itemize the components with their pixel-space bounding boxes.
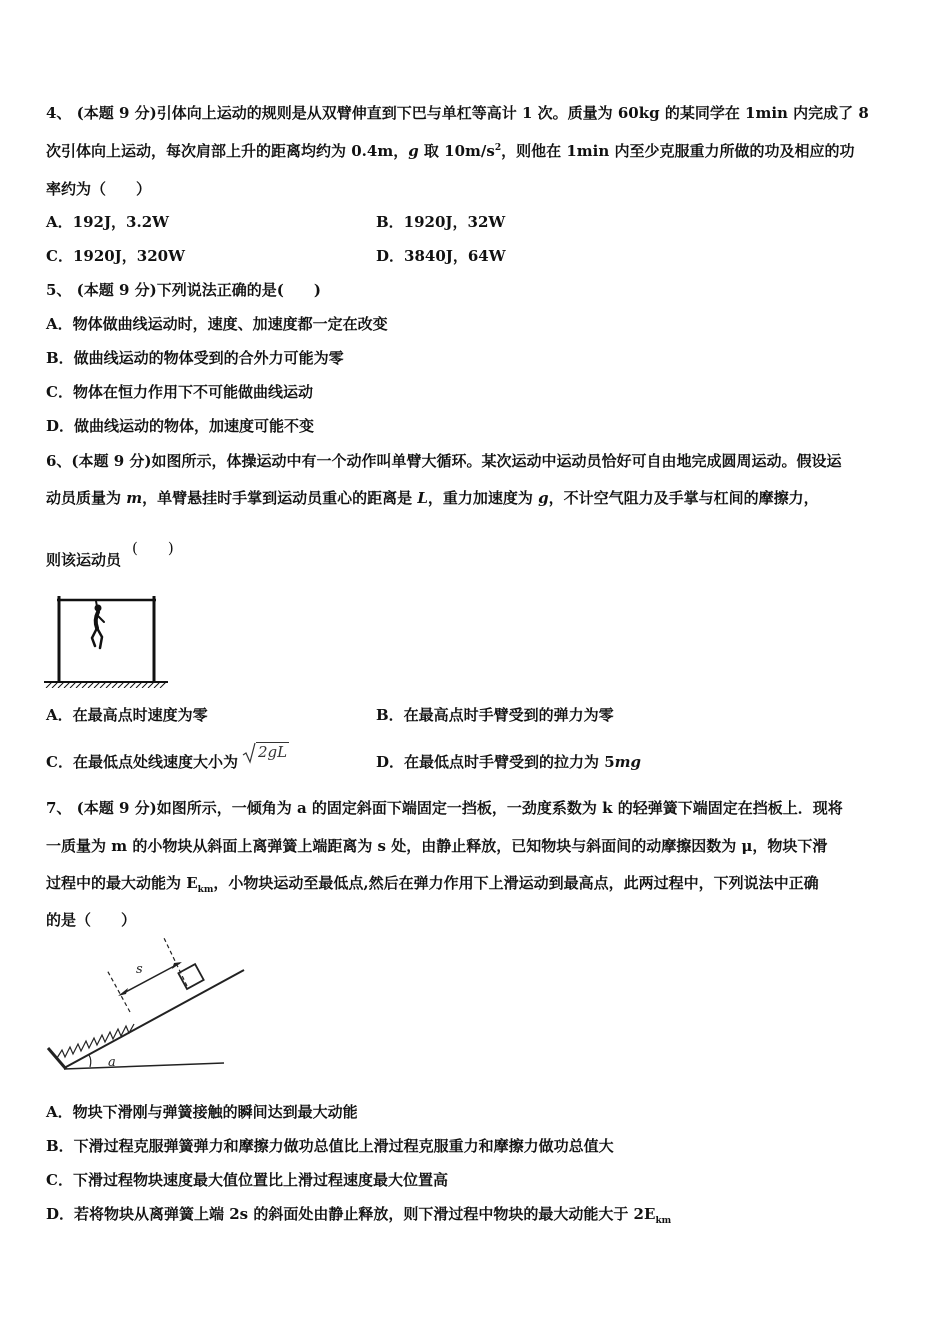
q7-option-d xyxy=(46,1203,671,1226)
q5-option-d: D．做曲线运动的物体，加速度可能不变 xyxy=(46,417,315,435)
stopper-plate xyxy=(48,1048,66,1069)
q7-option-c: C．下滑过程物块速度最大值位置比上滑过程速度最大位置高 xyxy=(46,1171,448,1189)
q4-stem-line2-b: 取 10m/s xyxy=(418,142,495,160)
q6-stem-line2-a: 动员质量为 xyxy=(46,489,127,507)
q6-var-L: L xyxy=(417,489,428,507)
q7-stem-line3 xyxy=(46,872,819,895)
q7-stem-line4: 的是（ ） xyxy=(46,911,137,929)
incline-surface xyxy=(66,970,244,1067)
gymnast-icon xyxy=(92,601,104,648)
q4-stem-line2-c: ，则他在 1min 内至少克服重力所做的功及相应的功 xyxy=(501,142,855,160)
incline-spring-figure xyxy=(44,936,248,1076)
q7-stem-line1: 7、 (本题 9 分)如图所示，一倾角为 a 的固定斜面下端固定一挡板，一劲度系数为 k 的轻弹簧下端固定在挡板上．现将 xyxy=(46,799,843,817)
q6-var-mg: mg xyxy=(614,753,642,771)
q6-stem-line2-b: ，单臂悬挂时手掌到运动员重心的距离是 xyxy=(142,489,418,507)
dashed-guide-top xyxy=(164,938,187,986)
q6-var-m: m xyxy=(126,489,143,507)
q7-stem-line3-a: 过程中的最大动能为 E xyxy=(46,874,198,892)
q6-option-a: A．在最高点时速度为零 xyxy=(46,706,208,724)
q4-stem-line3: 率约为（ ） xyxy=(46,180,152,198)
q5-option-c: C．物体在恒力作用下不可能做曲线运动 xyxy=(46,383,313,401)
horizontal-bar-figure xyxy=(44,592,168,688)
q6-option-d-text: D．在最低点时手臂受到的拉力为 5 xyxy=(376,753,615,771)
q4-option-c: C．1920J，320W xyxy=(46,247,185,265)
q4-option-a: A．192J，3.2W xyxy=(46,213,169,231)
arrowhead-right xyxy=(172,962,182,969)
q5-stem: 5、 (本题 9 分)下列说法正确的是( ) xyxy=(46,281,321,299)
q7-option-d-text: D．若将物块从离弹簧上端 2s 的斜面处由静止释放，则下滑过程中物块的最大动能大于 2E xyxy=(46,1205,656,1223)
q6-stem-line3: 则该运动员 xyxy=(46,551,122,569)
q6-option-c xyxy=(46,743,289,774)
q4-stem-line1: 4、 (本题 9 分)引体向上运动的规则是从双臂伸直到下巴与单杠等高计 1 次。质量为 60kg 的某同学在 1min 内完成了 8 xyxy=(46,104,869,122)
sqrt-formula xyxy=(242,742,289,764)
q6-stem-line1: 6、(本题 9 分)如图所示，体操运动中有一个动作叫单臂大循环。某次运动中运动员恰好可自由地完成圆周运动。假设运 xyxy=(46,452,842,470)
distance-arrow xyxy=(120,963,180,995)
label-s: s xyxy=(136,962,143,977)
q6-var-g: g xyxy=(538,489,549,507)
sqrt-sign-icon xyxy=(242,742,256,764)
base-line xyxy=(64,1063,224,1069)
q7-stem-line3-b: ，小物块运动至最低点,然后在弹力作用下上滑运动到最高点，此两过程中，下列说法中正确 xyxy=(213,874,819,892)
q7-option-d-subscript: km xyxy=(655,1216,672,1226)
q4-option-d: D．3840J，64W xyxy=(376,247,506,265)
q4-unit-exponent: 2 xyxy=(494,143,502,153)
spring xyxy=(57,1024,134,1058)
q4-option-b: B．1920J，32W xyxy=(376,213,506,231)
angle-arc xyxy=(89,1055,91,1067)
q4-stem-line2 xyxy=(46,140,854,161)
sqrt-radicand: 2gL xyxy=(257,743,288,761)
q6-stem-line2-c: ，重力加速度为 xyxy=(427,489,539,507)
q6-option-c-text: C．在最低点处线速度大小为 xyxy=(46,753,238,771)
q7-stem-line2: 一质量为 m 的小物块从斜面上离弹簧上端距离为 s 处，由静止释放，已知物块与斜面间的动摩擦因数为 μ，物块下滑 xyxy=(46,837,828,855)
label-alpha: a xyxy=(108,1055,116,1070)
q5-option-b: B．做曲线运动的物体受到的合外力可能为零 xyxy=(46,349,344,367)
q5-option-a: A．物体做曲线运动时，速度、加速度都一定在改变 xyxy=(46,315,388,333)
q6-stem-line2 xyxy=(46,487,819,508)
q6-option-d xyxy=(376,751,641,772)
q4-stem-line2-a: 次引体向上运动，每次肩部上升的距离均约为 0.4m， xyxy=(46,142,409,160)
q7-option-b: B．下滑过程克服弹簧弹力和摩擦力做功总值比上滑过程克服重力和摩擦力做功总值大 xyxy=(46,1137,614,1155)
q4-var-g: g xyxy=(408,142,419,160)
q6-option-b: B．在最高点时手臂受到的弹力为零 xyxy=(376,706,614,724)
q6-answer-paren: ( ) xyxy=(132,539,174,557)
q6-stem-line2-d: ，不计空气阻力及手掌与杠间的摩擦力， xyxy=(548,489,819,507)
q7-subscript-km: km xyxy=(197,885,214,895)
q7-option-a: A．物块下滑刚与弹簧接触的瞬间达到最大动能 xyxy=(46,1103,358,1121)
